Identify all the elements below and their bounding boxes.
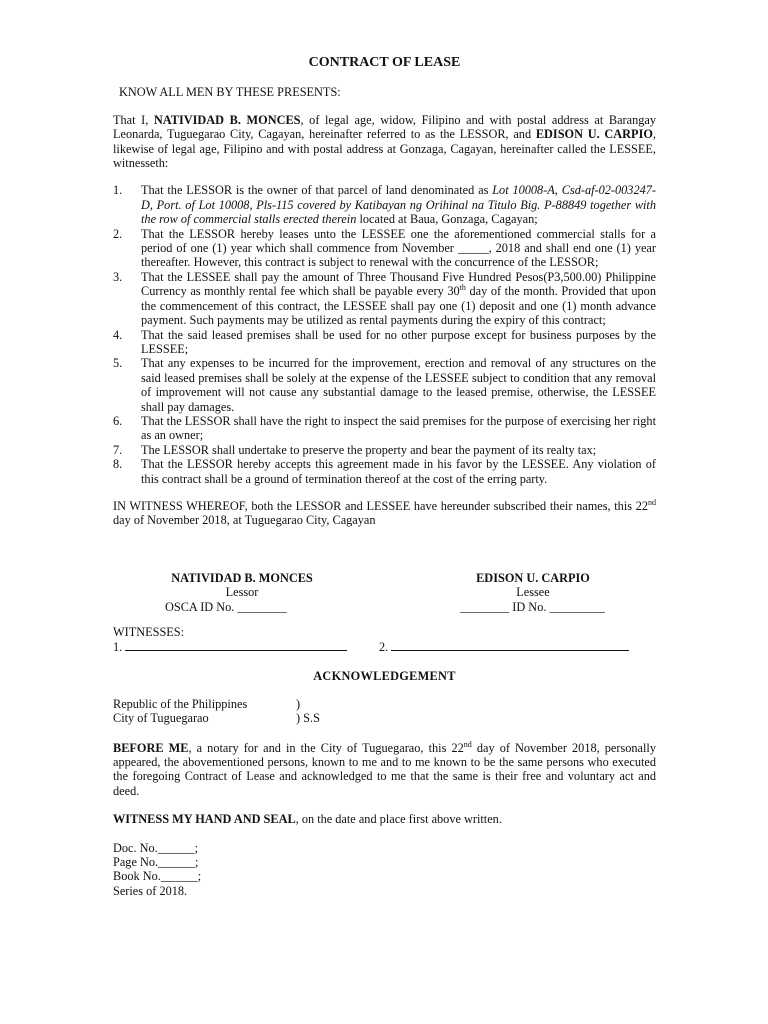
clause-3-superscript: th bbox=[459, 283, 466, 293]
intro-lessee-name: EDISON U. CARPIO bbox=[535, 127, 653, 142]
venue-block bbox=[113, 697, 656, 727]
notary-series: Series of 2018. bbox=[113, 883, 188, 898]
clause-1 bbox=[113, 183, 656, 226]
clause-3-text-a: That the LESSEE shall pay the amount of Three Thousand Five Hundred Pesos(P3,500.00) Philippine Currency as monthly rental fee which shall be payable every 30 bbox=[141, 269, 656, 299]
clause-1-text-a: That the LESSOR is the owner of that parcel of land denominated as bbox=[141, 183, 493, 198]
lessor-role: Lessor bbox=[225, 585, 259, 600]
clause-7-text: The LESSOR shall undertake to preserve the property and bear the payment of its realty tax; bbox=[141, 442, 597, 457]
witness-whereof-text-a: IN WITNESS WHEREOF, both the LESSOR and LESSEE have hereunder subscribed their names, this 22 bbox=[113, 498, 648, 513]
acknowledgement-heading: ACKNOWLEDGEMENT bbox=[313, 669, 456, 684]
intro-lessor-name: NATIVIDAD B. MONCES bbox=[153, 112, 301, 127]
clause-number: 1. bbox=[113, 183, 123, 198]
clause-number: 8. bbox=[113, 457, 123, 472]
witness-whereof-paragraph bbox=[113, 499, 656, 528]
before-me-lead: BEFORE ME bbox=[113, 740, 189, 755]
clause-3 bbox=[113, 270, 656, 328]
venue-republic-mark: ) bbox=[296, 696, 301, 711]
document-title: CONTRACT OF LEASE bbox=[308, 55, 461, 70]
notary-book-no: Book No.______; bbox=[113, 869, 202, 884]
notary-doc-no: Doc. No.______; bbox=[113, 840, 199, 855]
clause-number: 7. bbox=[113, 442, 123, 457]
lessee-role: Lessee bbox=[516, 585, 550, 600]
clause-4-text: That the said leased premises shall be used for no other purpose except for business purposes by the LESSEE; bbox=[141, 327, 656, 356]
witness-2-number: 2. bbox=[379, 640, 389, 655]
witness-hand-seal-rest: , on the date and place first above written. bbox=[295, 812, 502, 827]
know-all-men-line: KNOW ALL MEN BY THESE PRESENTS: bbox=[119, 85, 341, 100]
witness-2-signature-line bbox=[391, 639, 629, 651]
clause-6-text: That the LESSOR shall have the right to inspect the said premises for the purpose of exercising her right as an owner; bbox=[141, 413, 656, 443]
witness-2 bbox=[379, 639, 629, 654]
clause-1-property-description: Lot 10008-A, Csd-af-02-003247-D, Port. of Lot 10008, Pls-115 covered by Katibayan ng Orihinal na Titulo Big. P-88849 together with the row of commercial stalls erected therein bbox=[141, 183, 656, 227]
clause-2-text: That the LESSOR hereby leases unto the LESSEE one the aforementioned commercial stalls for a period of one (1) year which shall commence from November _____, 2018 and shall end one (1) year thereafter. However, this contract is subject to renewal with the concurrence of the LESSOR; bbox=[141, 226, 656, 270]
witness-whereof-superscript: nd bbox=[648, 497, 656, 507]
before-me-text-a: , a notary for and in the City of Tuguegarao, this 22 bbox=[188, 740, 464, 755]
venue-republic-label: Republic of the Philippines bbox=[113, 696, 248, 711]
clause-3-text-b: day of the month. Provided that upon the commencement of this contract, the LESSEE shall pay one (1) deposit and one (1) month advance payment. Such payments may be utilized as rental payments during the expiry of this contract; bbox=[141, 284, 656, 328]
notary-page-no: Page No.______; bbox=[113, 855, 199, 870]
lessor-name: NATIVIDAD B. MONCES bbox=[171, 570, 313, 585]
clause-number: 4. bbox=[113, 327, 123, 342]
witness-lines bbox=[113, 639, 656, 654]
signature-block bbox=[113, 571, 656, 617]
before-me-text-b: day of November 2018, personally appeared, the abovementioned persons, known to me and to me known to be the same persons who executed the foregoing Contract of Lease and acknowledged to me that the same is their free and voluntary act and deed. bbox=[113, 740, 656, 798]
lessor-signature bbox=[151, 571, 333, 614]
clause-1-text-c: located at Baua, Gonzaga, Cagayan; bbox=[356, 212, 538, 227]
venue-row-city bbox=[113, 711, 656, 725]
witness-1 bbox=[113, 639, 347, 654]
clause-number: 3. bbox=[113, 269, 123, 284]
clause-number: 6. bbox=[113, 413, 123, 428]
clause-5-text: That any expenses to be incurred for the improvement, erection and removal of any structures on the said leased premises shall be solely at the expense of the LESSEE subject to condition that any removal of improvement will not cause any substantial damage to the leased premise, otherwise, the LESSEE shall pay damages. bbox=[141, 356, 656, 414]
clause-2 bbox=[113, 227, 656, 270]
lessee-signature bbox=[453, 571, 613, 614]
venue-city-label: City of Tuguegarao bbox=[113, 710, 209, 725]
lessor-id-line: OSCA ID No. ________ bbox=[165, 599, 287, 614]
clause-number: 2. bbox=[113, 226, 123, 241]
lessee-id-line: ________ ID No. _________ bbox=[460, 599, 605, 614]
clause-number: 5. bbox=[113, 356, 123, 371]
witness-1-number: 1. bbox=[113, 640, 123, 655]
witness-1-signature-line bbox=[125, 639, 347, 651]
clause-7 bbox=[113, 443, 656, 457]
clause-5 bbox=[113, 356, 656, 414]
clause-8-text: That the LESSOR hereby accepts this agreement made in his favor by the LESSEE. Any violation of this contract shall be a ground of termination thereof at the cost of the erring party. bbox=[141, 457, 656, 486]
clause-4 bbox=[113, 328, 656, 357]
witnesses-label: WITNESSES: bbox=[113, 624, 185, 639]
lessee-name: EDISON U. CARPIO bbox=[476, 570, 590, 585]
intro-text-2: , of legal age, widow, Filipino and with postal address at Barangay Leonarda, Tuguegarao City, Cagayan, hereinafter referred to as the LESSOR, and bbox=[113, 112, 656, 142]
venue-row-republic bbox=[113, 697, 656, 711]
contract-document bbox=[113, 56, 656, 898]
intro-text-1: That I, bbox=[113, 112, 154, 127]
clause-6 bbox=[113, 414, 656, 443]
clause-8 bbox=[113, 457, 656, 486]
witnesses-section bbox=[113, 625, 656, 654]
witness-hand-seal-lead: WITNESS MY HAND AND SEAL bbox=[113, 812, 296, 827]
intro-paragraph bbox=[113, 113, 656, 171]
venue-city-mark: ) S.S bbox=[296, 710, 320, 725]
intro-text-3: , likewise of legal age, Filipino and with postal address at Gonzaga, Cagayan, hereinafter called the LESSEE, witnesseth: bbox=[113, 127, 656, 171]
witness-hand-seal-line bbox=[113, 812, 656, 826]
witness-whereof-text-b: day of November 2018, at Tuguegarao City, Cagayan bbox=[113, 513, 376, 528]
clauses-list bbox=[113, 183, 656, 486]
before-me-paragraph bbox=[113, 741, 656, 799]
notary-register bbox=[113, 841, 656, 899]
before-me-superscript: nd bbox=[463, 739, 472, 749]
